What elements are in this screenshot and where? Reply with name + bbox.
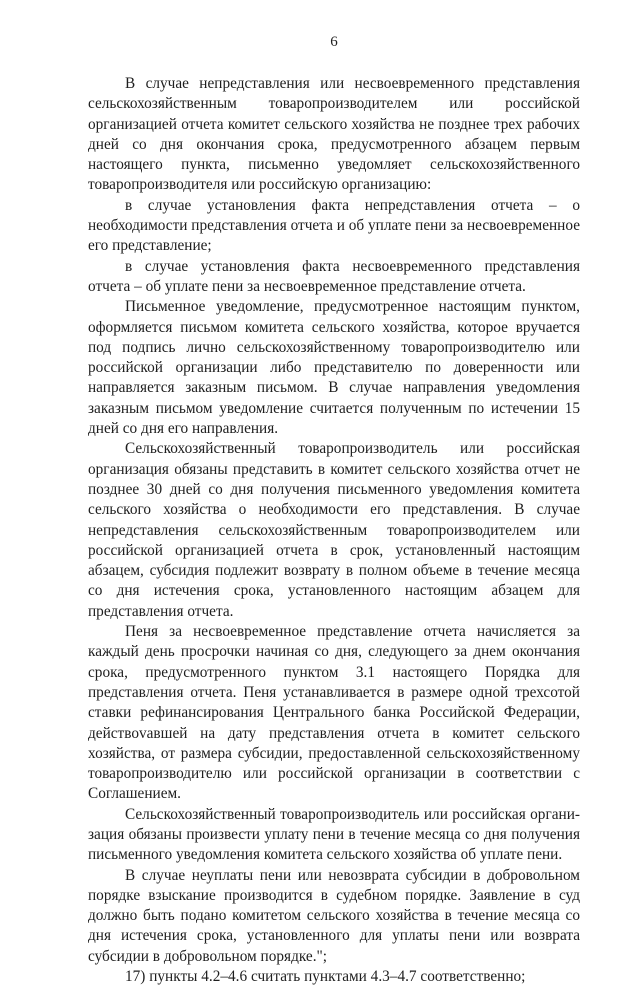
paragraph-written-notice: Письменное уведомление, предусмотренное настоящим пунктом, оформляется письмом комитета сельского хозяйства, которое вручается под подпись лично сельскохозяйственному товаропроизводителю или российской организации либо представителю по доверенности или направляется заказным письмом. В случае направления уведомления заказным письмом уведомление считается полученным по истечении 15 дней со дня его направления.	[88, 298, 580, 438]
paragraph-item-17: 17) пункты 4.2–4.6 считать пунктами 4.3–4.7 соответственно;	[125, 968, 526, 986]
document-page	[88, 32, 580, 987]
paragraph-penalty-payment: Сельскохозяйственный товаропроизводитель или российская организация обязаны произвести уплату пени в течение месяца со дня получения письменного уведомления комитета сельского хозяйства об уплате пени.	[88, 805, 580, 864]
paragraph-notification-intro: В случае непредставления или несвоевременного представления сельскохозяйственным товаропроизводителем или российской организацией отчета комитет сельского хозяйства не позднее трех рабочих дней со дня окончания срока, предусмотренного абзацем первым настоящего пункта, письменно уведомляет сельскохозяйственного товаропроизводителя или российскую организацию:	[88, 75, 580, 194]
paragraph-report-deadline: Сельскохозяйственный товаропроизводитель или российская организация обязаны представить в комитет сельского хозяйства отчет не позднее 30 дней со дня получения письменного уведомления комитета сельского хозяйства о необходимости его представления. В случае непредставления сельскохозяйственным товаропроизводителем или российской организацией отчета в срок, установленный настоящим абзацем, субсидия подлежит возврату в полном объеме в течение месяца со дня истечения срока, установленного настоящим абзацем для представления отчета.	[88, 440, 580, 620]
paragraph-case-not-submitted: в случае установления факта непредставления отчета – о необходимости представления отчета и об уплате пени за несвоевременное его представление;	[88, 196, 580, 255]
paragraph-case-late-submission: в случае установления факта несвоевременного представления отчета – об уплате пени за несвоевременное представление отчета.	[88, 257, 580, 295]
paragraph-penalty-calculation: Пеня за несвоевременное представление отчета начисляется за каждый день просрочки начиная со дня, следующего за днем окончания срока, предусмотренного пунктом 3.1 настоящего Порядка для представления отчета. Пеня устанавливается в размере одной трехсотой ставки рефинансирования Центрального банка Российской Федерации, действоvавшей на дату представления отчета в комитет сельского хозяйства, от размера субсидии, предоставленной сельскохозяйственному товаропроизводителю или российской организации в соответствии с Соглашением.	[88, 623, 580, 803]
page-number: 6	[330, 34, 338, 50]
paragraph-court-recovery: В случае неуплаты пени или невозврата субсидии в добровольном порядке взыскание производится в судебном порядке. Заявление в суд должно быть подано комитетом сельского хозяйства в течение месяца со дня истечения срока, установленного для уплаты пени или возврата субсидии в добровольном порядке.";	[88, 866, 580, 965]
